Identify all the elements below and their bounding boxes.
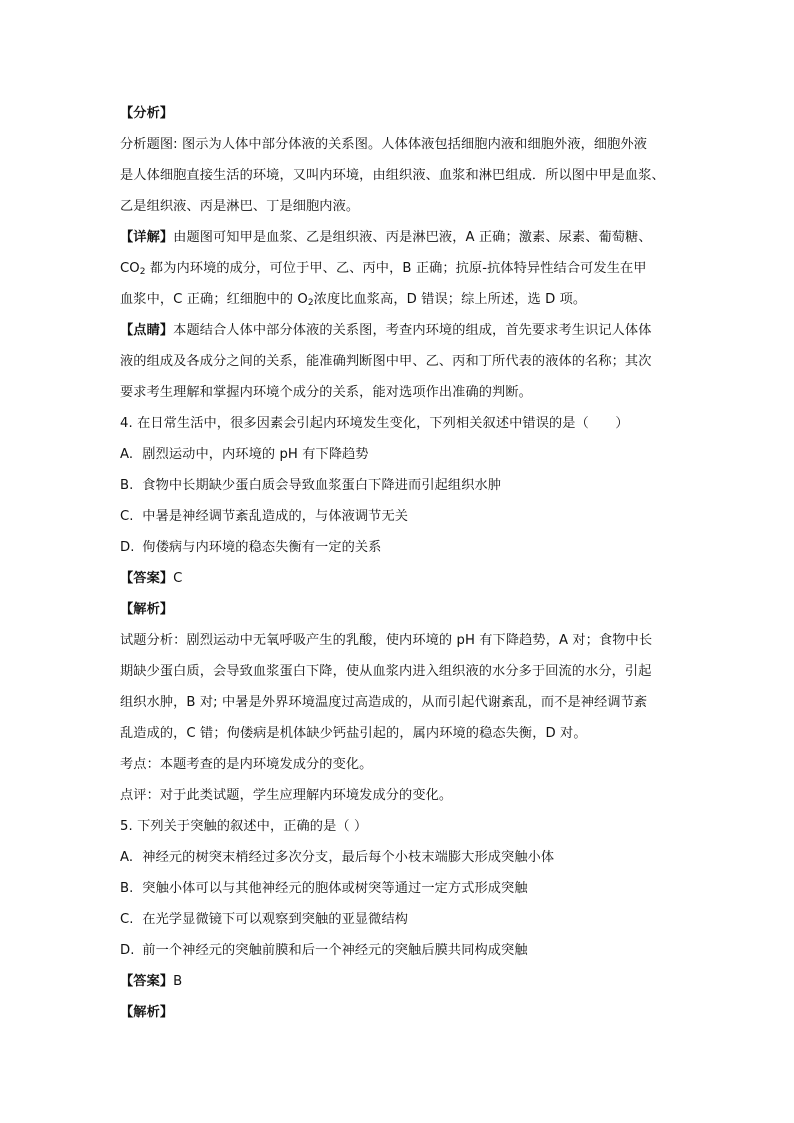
option-text: 在光学显微镜下可以观察到突触的亚显微结构 xyxy=(142,912,409,927)
o2-subscript: 2 xyxy=(307,298,314,308)
option-letter: B. xyxy=(120,881,134,896)
option-letter: D. xyxy=(120,540,135,555)
q5-option-b xyxy=(120,873,680,904)
detail-text-3b: 浓度比血浆高，D 错误；综上所述，选 D 项。 xyxy=(313,292,587,307)
detail-text-1: 由题图可知甲是血浆、乙是组织液、丙是淋巴液，A 正确；激素、尿素、葡萄糖、 xyxy=(173,230,652,245)
q5-explain-heading: 【解析】 xyxy=(120,1005,174,1020)
q5-answer xyxy=(120,966,680,997)
co2-text: CO xyxy=(120,261,140,276)
answer-value: B xyxy=(173,974,183,989)
comment-line-2: 液的组成及各成分之间的关系，能准确判断图中甲、乙、丙和丁所代表的液体的名称；其次 xyxy=(120,354,652,369)
comment-line-3: 要求考生理解和掌握内环境个成分的关系，能对选项作出准确的判断。 xyxy=(120,385,532,400)
q4-review: 点评：对于此类试题，学生应理解内环境发成分的变化。 xyxy=(120,788,453,803)
q4-answer xyxy=(120,563,680,594)
option-text: 中暑是神经调节紊乱造成的，与体液调节无关 xyxy=(142,509,409,524)
comment-heading: 【点睛】 xyxy=(120,323,174,338)
option-text: 神经元的树突末梢经过多次分支，最后每个小枝末端膨大形成突触小体 xyxy=(142,850,555,865)
q4-explain-line-3: 组织水肿，B 对; 中暑是外界环境温度过高造成的，从而引起代谢紊乱，而不是神经调节紊 xyxy=(120,695,648,710)
q4-stem: 4. 在日常生活中，很多因素会引起内环境发生变化，下列相关叙述中错误的是（ ） xyxy=(120,416,629,431)
q4-explain-line-2: 期缺少蛋白质，会导致血浆蛋白下降，使从血浆内进入组织液的水分多于回流的水分，引起 xyxy=(120,664,652,679)
q4-option-c xyxy=(120,501,680,532)
q4-option-b xyxy=(120,470,680,501)
option-letter: D. xyxy=(120,943,135,958)
option-letter: C. xyxy=(120,509,134,524)
option-letter: C. xyxy=(120,912,134,927)
analysis-line-2: 是人体细胞直接生活的环境，又叫内环境，由组织液、血浆和淋巴组成．所以图中甲是血浆、 xyxy=(120,168,665,183)
detail-line-1 xyxy=(120,222,680,253)
q4-explain-line-1: 试题分析：剧烈运动中无氧呼吸产生的乳酸，使内环境的 pH 有下降趋势，A 对；食物中长 xyxy=(120,633,653,648)
q4-explain-line-4: 乱造成的，C 错；佝偻病是机体缺少钙盐引起的，属内环境的稳态失衡，D 对。 xyxy=(120,726,587,741)
detail-text-2: 都为内环境的成分，可位于甲、乙、丙中，B 正确；抗原-抗体特异性结合可发生在甲 xyxy=(145,261,647,276)
document-page xyxy=(120,98,680,1028)
comment-text-1: 本题结合人体中部分体液的关系图，考查内环境的组成，首先要求考生识记人体体 xyxy=(173,323,652,338)
option-letter: A. xyxy=(120,447,134,462)
q4-explain-heading: 【解析】 xyxy=(120,602,174,617)
detail-line-2 xyxy=(120,253,680,284)
q5-option-a xyxy=(120,842,680,873)
answer-heading: 【答案】 xyxy=(120,974,174,989)
answer-value: C xyxy=(173,571,183,586)
co2-subscript: 2 xyxy=(139,267,146,277)
option-letter: A. xyxy=(120,850,134,865)
option-text: 前一个神经元的突触前膜和后一个神经元的突触后膜共同构成突触 xyxy=(142,943,528,958)
detail-text-3a: 血浆中，C 正确；红细胞中的 O xyxy=(120,292,308,307)
q5-stem: 5. 下列关于突触的叙述中，正确的是（ ） xyxy=(120,819,368,834)
option-letter: B. xyxy=(120,478,134,493)
q5-option-d xyxy=(120,935,680,966)
option-text: 剧烈运动中，内环境的 pH 有下降趋势 xyxy=(142,447,369,462)
option-text: 突触小体可以与其他神经元的胞体或树突等通过一定方式形成突触 xyxy=(142,881,528,896)
detail-heading: 【详解】 xyxy=(120,230,174,245)
comment-line-1 xyxy=(120,315,680,346)
analysis-line-1: 分析题图: 图示为人体中部分体液的关系图。人体体液包括细胞内液和细胞外液，细胞外液 xyxy=(120,137,648,152)
q4-exam-point: 考点：本题考查的是内环境发成分的变化。 xyxy=(120,757,373,772)
detail-line-3 xyxy=(120,284,680,315)
q5-option-c xyxy=(120,904,680,935)
q4-option-d xyxy=(120,532,680,563)
answer-heading: 【答案】 xyxy=(120,571,174,586)
option-text: 佝偻病与内环境的稳态失衡有一定的关系 xyxy=(142,540,382,555)
analysis-line-3: 乙是组织液、丙是淋巴、丁是细胞内液。 xyxy=(120,199,360,214)
q4-option-a xyxy=(120,439,680,470)
option-text: 食物中长期缺少蛋白质会导致血浆蛋白下降进而引起组织水肿 xyxy=(142,478,502,493)
analysis-heading: 【分析】 xyxy=(120,106,174,121)
